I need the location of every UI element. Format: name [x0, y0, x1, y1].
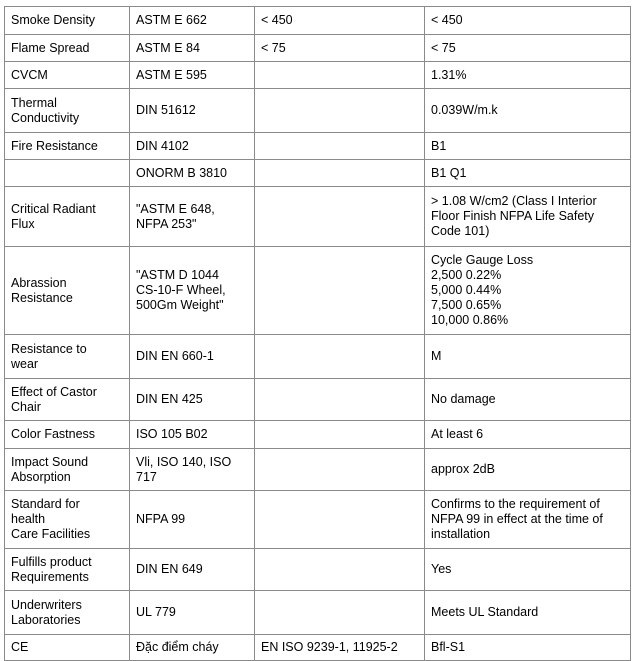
- test-method-cell: NFPA 99: [130, 491, 255, 549]
- test-method-cell: ONORM B 3810: [130, 160, 255, 187]
- table-row: [5, 421, 631, 449]
- property-cell: Critical Radiant Flux: [5, 187, 130, 247]
- property-cell: CVCM: [5, 62, 130, 89]
- table-row: [5, 635, 631, 661]
- property-cell: Smoke Density: [5, 7, 130, 35]
- property-cell: Fulfills product Requirements: [5, 549, 130, 591]
- result-cell: Meets UL Standard: [425, 591, 631, 635]
- specifications-table: [4, 6, 631, 661]
- property-cell: Standard for health Care Facilities: [5, 491, 130, 549]
- table-row: [5, 62, 631, 89]
- requirement-cell: [255, 89, 425, 133]
- result-cell: < 450: [425, 7, 631, 35]
- test-method-cell: ASTM E 84: [130, 35, 255, 62]
- result-cell: Yes: [425, 549, 631, 591]
- result-cell: < 75: [425, 35, 631, 62]
- test-method-cell: "ASTM E 648, NFPA 253": [130, 187, 255, 247]
- result-cell: Bfl-S1: [425, 635, 631, 661]
- requirement-cell: [255, 549, 425, 591]
- requirement-cell: < 75: [255, 35, 425, 62]
- property-cell: Underwriters Laboratories: [5, 591, 130, 635]
- table-row: [5, 335, 631, 379]
- requirement-cell: [255, 187, 425, 247]
- property-cell: CE: [5, 635, 130, 661]
- table-row: [5, 133, 631, 160]
- table-row: [5, 7, 631, 35]
- table-row: [5, 549, 631, 591]
- table-row: [5, 160, 631, 187]
- test-method-cell: ASTM E 595: [130, 62, 255, 89]
- test-method-cell: DIN 51612: [130, 89, 255, 133]
- result-cell: approx 2dB: [425, 449, 631, 491]
- test-method-cell: ISO 105 B02: [130, 421, 255, 449]
- requirement-cell: [255, 335, 425, 379]
- requirement-cell: [255, 62, 425, 89]
- test-method-cell: Vli, ISO 140, ISO 717: [130, 449, 255, 491]
- test-method-cell: ASTM E 662: [130, 7, 255, 35]
- result-cell: M: [425, 335, 631, 379]
- requirement-cell: [255, 133, 425, 160]
- test-method-cell: "ASTM D 1044 CS-10-F Wheel, 500Gm Weight": [130, 247, 255, 335]
- table-row: [5, 379, 631, 421]
- test-method-cell: DIN 4102: [130, 133, 255, 160]
- requirement-cell: [255, 160, 425, 187]
- property-cell: Abrassion Resistance: [5, 247, 130, 335]
- table-row: [5, 591, 631, 635]
- property-cell: Fire Resistance: [5, 133, 130, 160]
- result-cell: > 1.08 W/cm2 (Class I Interior Floor Finish NFPA Life Safety Code 101): [425, 187, 631, 247]
- test-method-cell: Đặc điểm cháy: [130, 635, 255, 661]
- table-row: [5, 491, 631, 549]
- property-cell: Flame Spread: [5, 35, 130, 62]
- table-row: [5, 35, 631, 62]
- requirement-cell: [255, 247, 425, 335]
- result-cell: 1.31%: [425, 62, 631, 89]
- requirement-cell: [255, 491, 425, 549]
- requirement-cell: [255, 421, 425, 449]
- requirement-cell: < 450: [255, 7, 425, 35]
- property-cell: Color Fastness: [5, 421, 130, 449]
- table-row: [5, 89, 631, 133]
- requirement-cell: [255, 379, 425, 421]
- requirement-cell: [255, 591, 425, 635]
- property-cell: Resistance to wear: [5, 335, 130, 379]
- requirement-cell: EN ISO 9239-1, 11925-2: [255, 635, 425, 661]
- property-cell: [5, 160, 130, 187]
- property-cell: Impact Sound Absorption: [5, 449, 130, 491]
- test-method-cell: DIN EN 649: [130, 549, 255, 591]
- result-cell: B1 Q1: [425, 160, 631, 187]
- property-cell: Thermal Conductivity: [5, 89, 130, 133]
- result-cell: B1: [425, 133, 631, 160]
- result-cell: Confirms to the requirement of NFPA 99 in effect at the time of installation: [425, 491, 631, 549]
- result-cell: No damage: [425, 379, 631, 421]
- result-cell: 0.039W/m.k: [425, 89, 631, 133]
- test-method-cell: UL 779: [130, 591, 255, 635]
- table-row: [5, 187, 631, 247]
- table-row: [5, 449, 631, 491]
- test-method-cell: DIN EN 660-1: [130, 335, 255, 379]
- result-cell: At least 6: [425, 421, 631, 449]
- requirement-cell: [255, 449, 425, 491]
- table-row: [5, 247, 631, 335]
- test-method-cell: DIN EN 425: [130, 379, 255, 421]
- result-cell: Cycle Gauge Loss 2,500 0.22% 5,000 0.44% 7,500 0.65% 10,000 0.86%: [425, 247, 631, 335]
- property-cell: Effect of Castor Chair: [5, 379, 130, 421]
